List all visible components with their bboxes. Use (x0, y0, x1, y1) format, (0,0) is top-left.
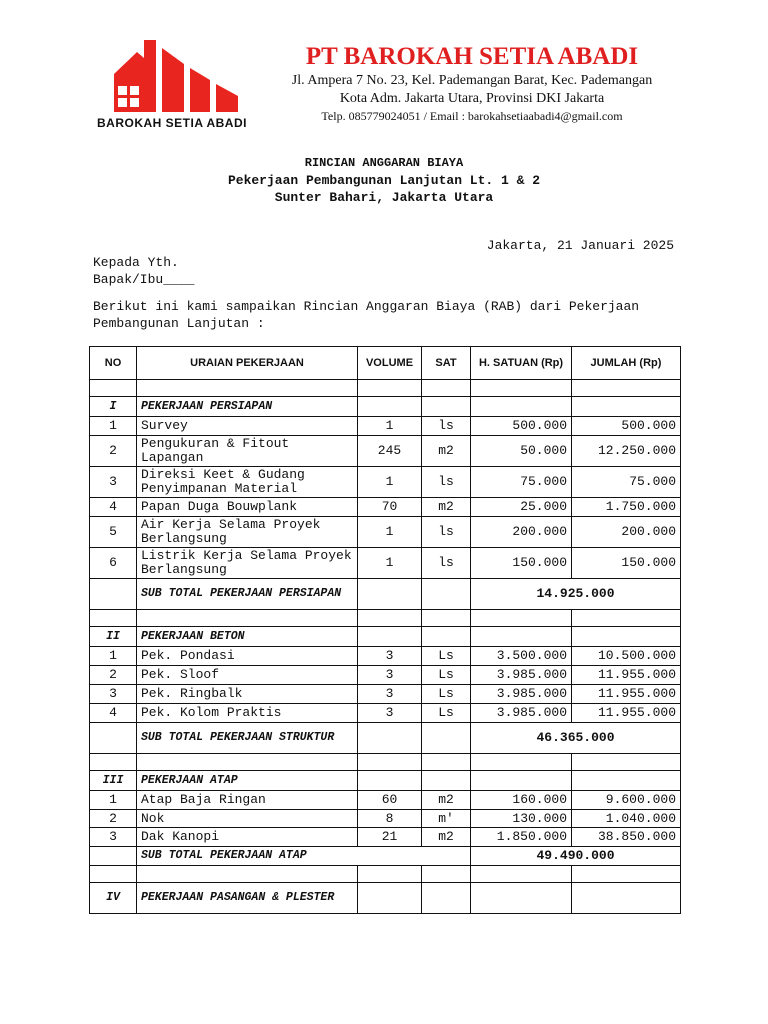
subtotal-value: 49.490.000 (471, 847, 681, 866)
table-row: 1 Atap Baja Ringan 60 m2 160.000 9.600.000 (90, 791, 681, 810)
table-row: 4 Papan Duga Bouwplank 70 m2 25.000 1.750.000 (90, 498, 681, 517)
section-row (90, 771, 681, 791)
subtotal-row (90, 847, 681, 866)
section-name: PEKERJAAN BETON (137, 627, 358, 647)
document-date: Jakarta, 21 Januari 2025 (486, 238, 674, 253)
section-no: I (90, 397, 137, 417)
subtotal-row (90, 579, 681, 610)
table-row: 1 Survey 1 ls 500.000 500.000 (90, 417, 681, 436)
recipient-line1: Kepada Yth. (93, 255, 179, 270)
section-no: IV (90, 883, 137, 914)
header-sat: SAT (422, 347, 471, 380)
table-row: 2 Pek. Sloof 3 Ls 3.985.000 11.955.000 (90, 666, 681, 685)
rab-table (89, 346, 681, 914)
section-name: PEKERJAAN ATAP (137, 771, 358, 791)
company-header (262, 42, 682, 125)
table-row: 3 Dak Kanopi 21 m2 1.850.000 38.850.000 (90, 828, 681, 847)
header-volume: VOLUME (358, 347, 422, 380)
subtotal-label: SUB TOTAL PEKERJAAN PERSIAPAN (137, 579, 358, 610)
header-jumlah: JUMLAH (Rp) (572, 347, 681, 380)
section-row (90, 397, 681, 417)
spacer-row (90, 380, 681, 397)
subtotal-label: SUB TOTAL PEKERJAAN ATAP (137, 847, 471, 866)
table-row: 5 Air Kerja Selama Proyek Berlangsung 1 ls 200.000 200.000 (90, 517, 681, 548)
company-address-line2: Kota Adm. Jakarta Utara, Provinsi DKI Jakarta (339, 91, 605, 106)
document-title: RINCIAN ANGGARAN BIAYA (304, 156, 464, 170)
recipient-block (93, 254, 194, 288)
section-name: PEKERJAAN PERSIAPAN (137, 397, 358, 417)
subtotal-value: 14.925.000 (471, 579, 681, 610)
table-row: 1 Pek. Pondasi 3 Ls 3.500.000 10.500.000 (90, 647, 681, 666)
section-row (90, 883, 681, 914)
company-name: PT BAROKAH SETIA ABADI (305, 43, 639, 70)
spacer-row (90, 610, 681, 627)
company-address-line1: Jl. Ampera 7 No. 23, Kel. Pademangan Barat, Kec. Pademangan (291, 73, 653, 88)
section-name: PEKERJAAN PASANGAN & PLESTER (137, 883, 358, 914)
table-row: 3 Direksi Keet & Gudang Penyimpanan Material 1 ls 75.000 75.000 (90, 467, 681, 498)
section-no: III (90, 771, 137, 791)
document-subtitle: Pekerjaan Pembangunan Lanjutan Lt. 1 & 2 (227, 173, 541, 188)
subtotal-row (90, 723, 681, 754)
intro-paragraph: Berikut ini kami sampaikan Rincian Anggaran Biaya (RAB) dari Pekerjaan Pembangunan Lanjutan : (93, 299, 640, 331)
subtotal-label: SUB TOTAL PEKERJAAN STRUKTUR (137, 723, 358, 754)
document-location: Sunter Bahari, Jakarta Utara (274, 190, 494, 205)
header-no: NO (90, 347, 137, 380)
header-harga-satuan: H. SATUAN (Rp) (471, 347, 572, 380)
section-row (90, 627, 681, 647)
table-row: 2 Nok 8 m' 130.000 1.040.000 (90, 810, 681, 828)
header-uraian: URAIAN PEKERJAAN (137, 347, 358, 380)
company-contact: Telp. 085779024051 / Email : barokahsetiaabadi4@gmail.com (321, 109, 623, 123)
document-title-block (90, 155, 678, 206)
spacer-row (90, 866, 681, 883)
logo-text: BAROKAH SETIA ABADI (97, 116, 247, 130)
table-row: 6 Listrik Kerja Selama Proyek Berlangsung 1 ls 150.000 150.000 (90, 548, 681, 579)
recipient-line2: Bapak/Ibu____ (93, 272, 195, 287)
table-header-row (90, 347, 681, 380)
table-row: 2 Pengukuran & Fitout Lapangan 245 m2 50.000 12.250.000 (90, 436, 681, 467)
spacer-row (90, 754, 681, 771)
table-row: 4 Pek. Kolom Praktis 3 Ls 3.985.000 11.955.000 (90, 704, 681, 723)
table-row: 3 Pek. Ringbalk 3 Ls 3.985.000 11.955.000 (90, 685, 681, 704)
subtotal-value: 46.365.000 (471, 723, 681, 754)
section-no: II (90, 627, 137, 647)
